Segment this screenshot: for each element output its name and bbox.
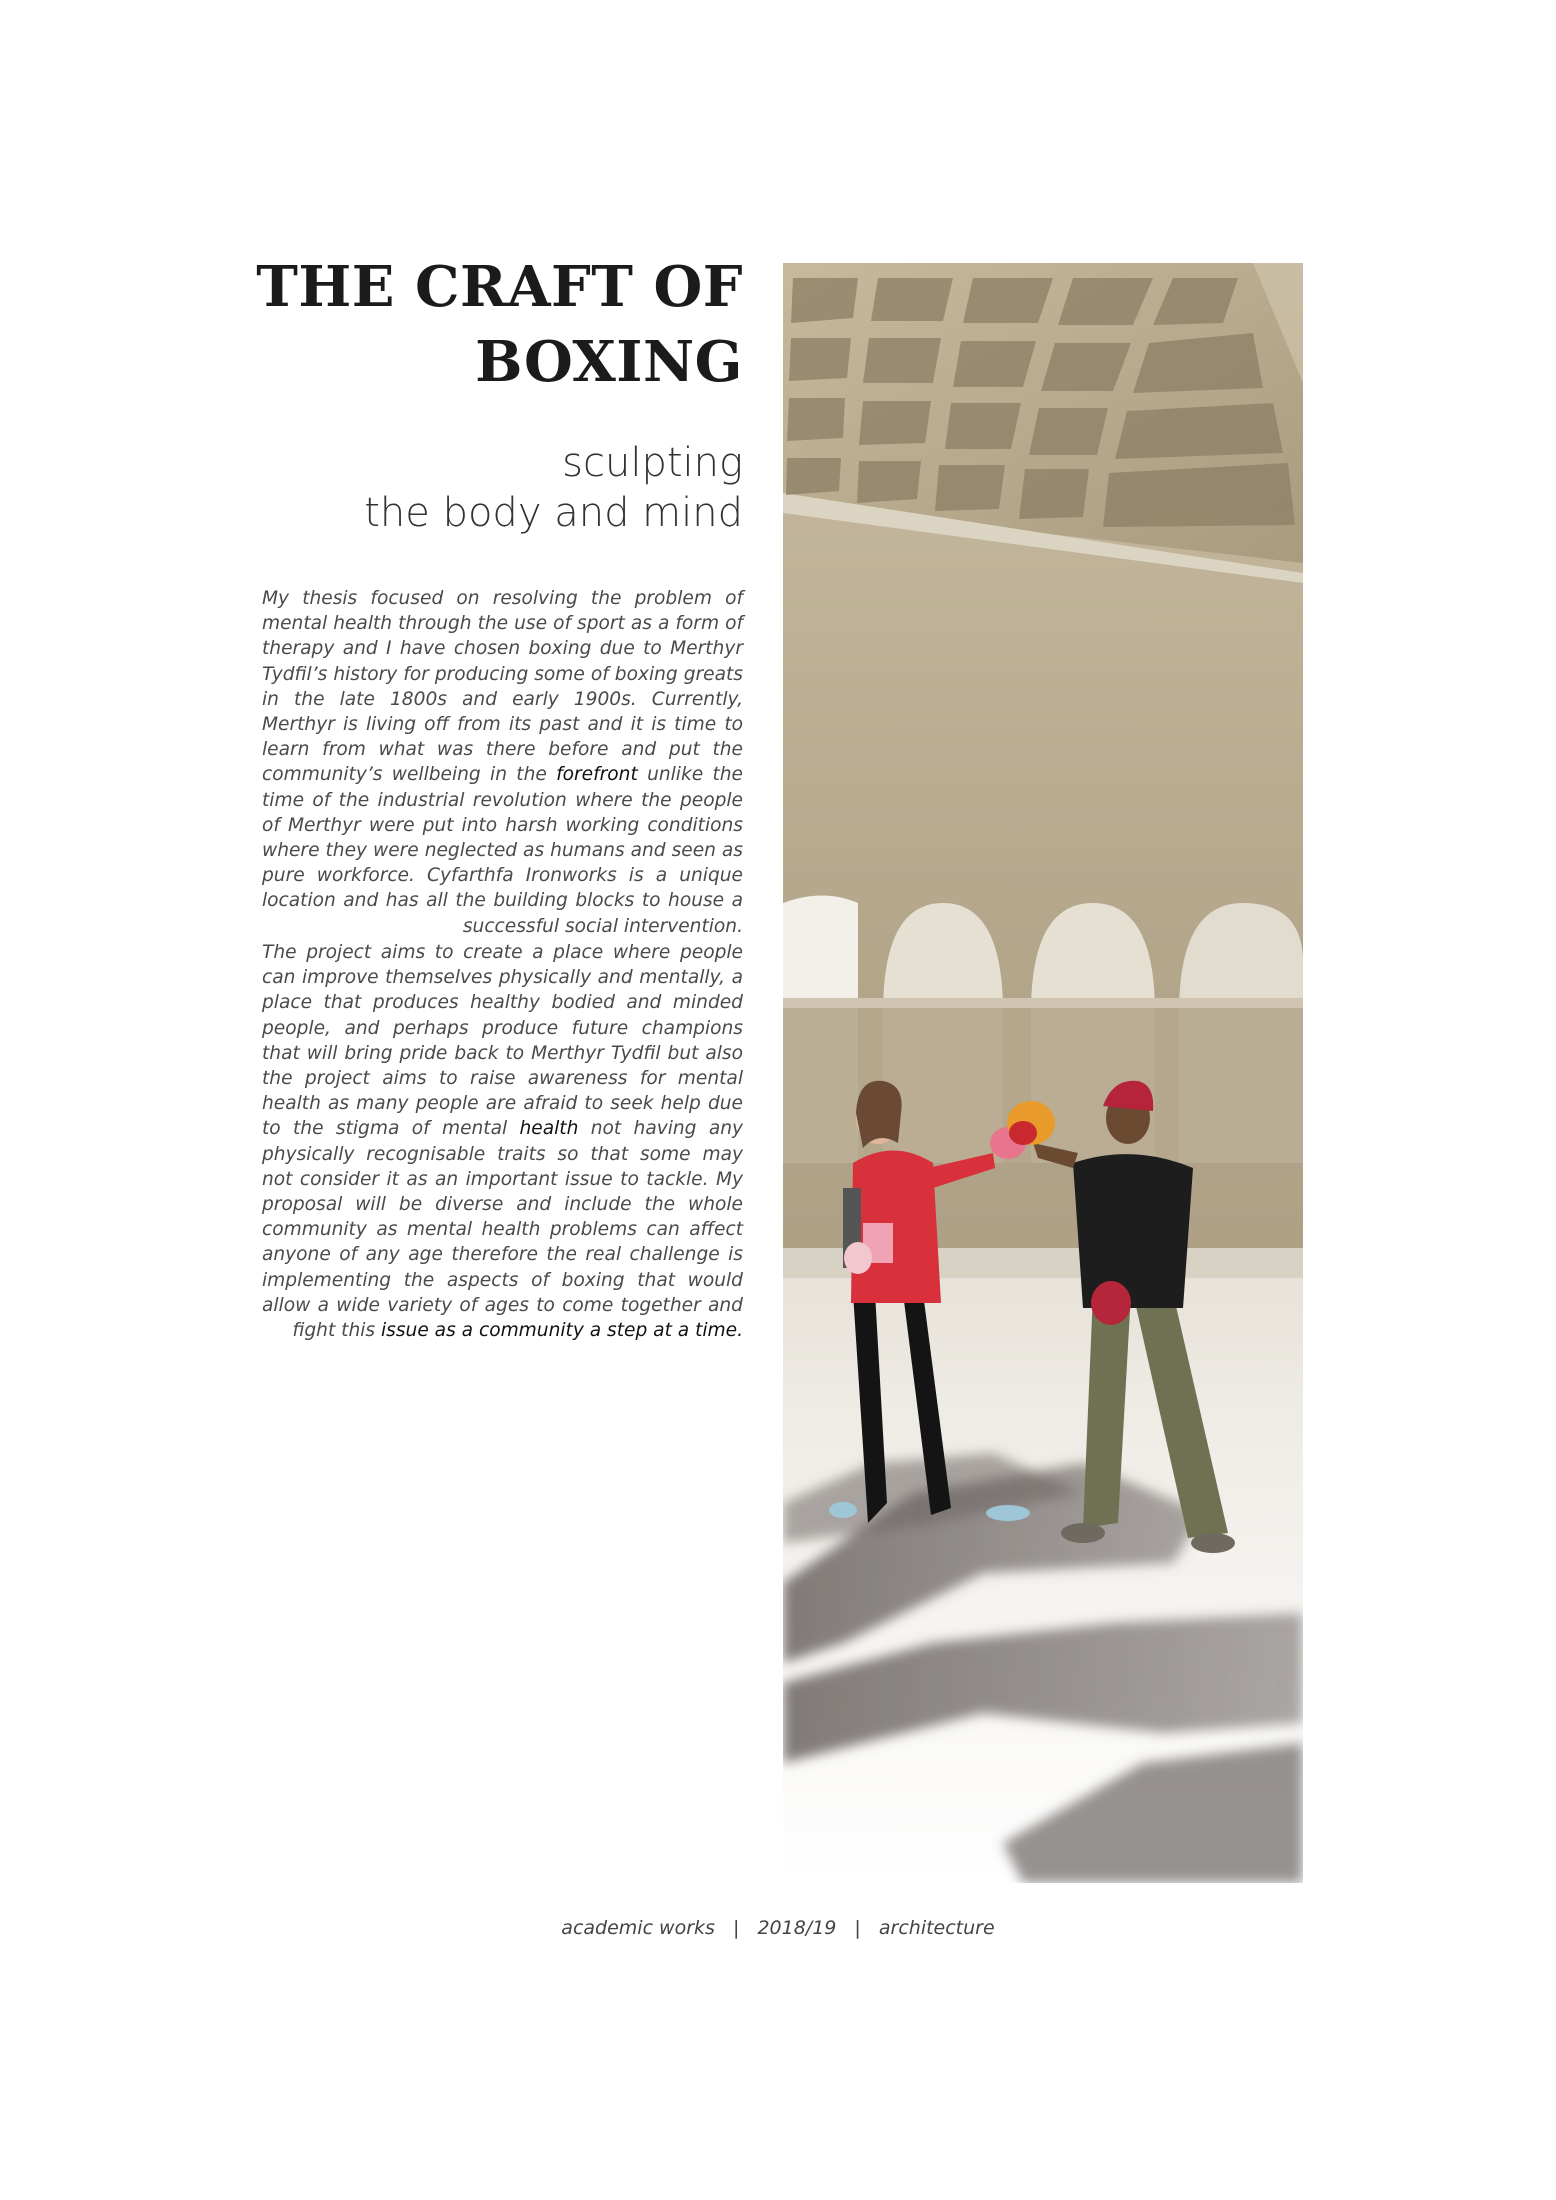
page-footer [0,1917,1556,1939]
paragraph-thesis [262,586,743,939]
paragraph-2-emphasis: health [519,1118,579,1140]
footer-separator-2: | [854,1917,861,1939]
footer-label-year: 2018/19 [757,1917,837,1939]
boxing-render-image [783,263,1303,1883]
paragraph-1-text-b: unlike the time of the industrial revolution where the people of Merthyr were put into harsh working conditions where they were neglected as humans and seen as pure workforce. Cyfarthfa Ironworks is a unique location and has all the building blocks to house a successful social intervention. [262,764,743,937]
footer-label-works: academic works [561,1917,715,1939]
paragraph-project-aims [262,940,743,1343]
title-line-1: THE CRAFT OF [256,254,743,320]
paragraph-2-text-b: not having any physically recognisable traits so that some may not consider it as an important issue to tackle. My proposal will be diverse and include the whole community as mental health problems can affect anyone of any age therefore the real challenge is implementing the aspects of boxing that would allow a wide variety of ages to come together and fight this [262,1118,743,1342]
paragraph-2-text-a: The project aims to create a place where people can improve themselves physically and mentally, a place that produces healthy bodied and minded people, and perhaps produce future champions that will bring pride back to Merthyr Tydfil but also the project aims to raise awareness for mental health as many people are afraid to seek help due to the stigma of mental [262,942,743,1140]
page-title [230,250,743,400]
paragraph-2-ending: issue as a community a step at a time. [381,1320,743,1342]
footer-label-discipline: architecture [878,1917,995,1939]
page-subtitle [230,438,743,538]
footer-separator-1: | [732,1917,740,1939]
paragraph-1-text-a: My thesis focused on resolving the problem of mental health through the use of sport as a form of therapy and I have chosen boxing due to Merthyr Tydfil’s history for producing some of boxing greats in the late 1800s and early 1900s. Currently, Merthyr is living off from its past and it is time to learn from what was there before and put the community’s wellbeing in the [262,588,743,786]
subtitle-line-1: sculpting [562,440,743,486]
title-line-2: BOXING [475,329,743,395]
paragraph-1-emphasis: forefront [556,764,638,786]
subtitle-line-2: the body and mind [364,490,743,536]
